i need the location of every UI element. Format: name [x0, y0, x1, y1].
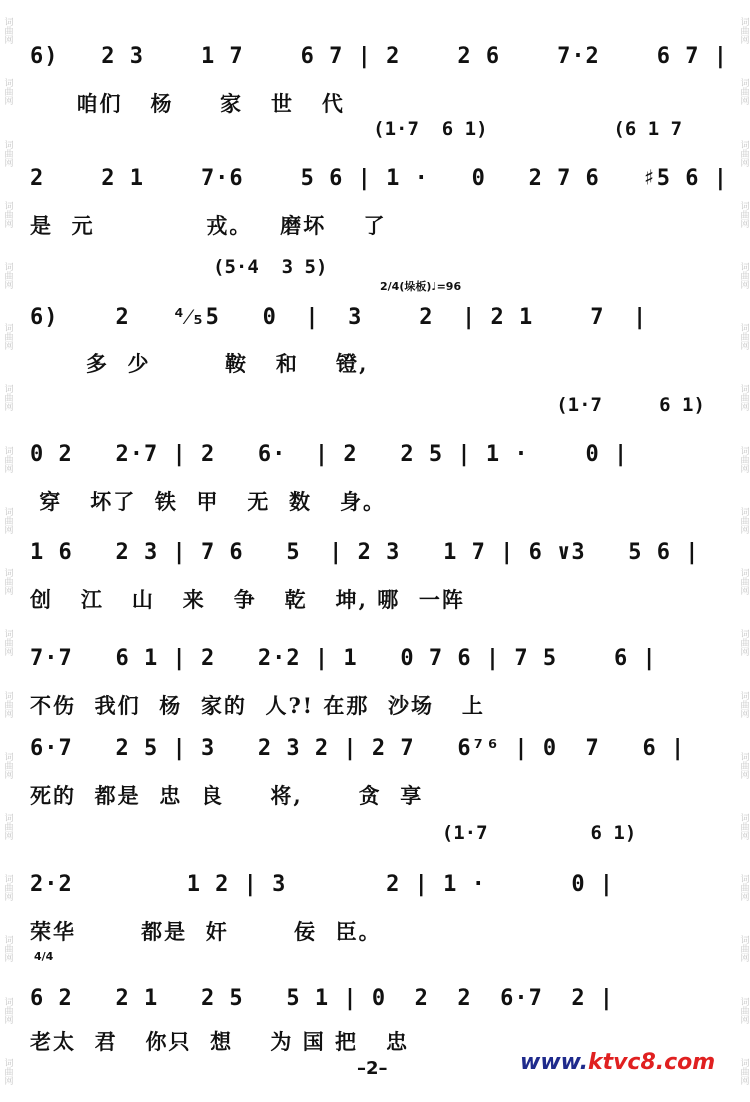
- watermark-strip-right: 词曲网 词曲网 词曲网 词曲网 词曲网 词曲网 词曲网 词曲网 词曲网 词曲网 词曲网 词曲网 词曲网 词曲网 词曲网 词曲网 词曲网 词曲网: [738, 17, 749, 1085]
- notation-line: 6 2 2 1 2 5 5 1 | 0 2 2 6·7 2 |: [30, 986, 615, 1011]
- lyrics-line: 穿 坏了 铁 甲 无 数 身。: [30, 489, 386, 514]
- score-row-9: [30, 950, 730, 1054]
- score-row-4: [30, 394, 730, 514]
- score-row-3: [30, 256, 730, 376]
- notation-line: 1 6 2 3 | 7 6 5 | 2 3 1 7 | 6 ∨3 5 6 |: [30, 540, 700, 565]
- score-row-2: [30, 118, 730, 238]
- score-row-7: [30, 732, 730, 812]
- notation-line: 2·2 1 2 | 3 2 | 1 · 0 |: [30, 872, 615, 897]
- lyrics-line: 是 元 戎。 磨坏 了: [30, 213, 387, 238]
- lyrics-line: 咱们 杨 家 世 代: [30, 91, 345, 116]
- notation-line: 7·7 6 1 | 2 2·2 | 1 0 7 6 | 7 5 6 |: [30, 646, 657, 671]
- lyrics-line: 荣华 都是 奸 佞 臣。: [30, 919, 382, 944]
- interlude-line: (5·4 3 5): [30, 256, 328, 278]
- page-number: –2–: [357, 1058, 388, 1079]
- watermark-strip-left: 词曲网 词曲网 词曲网 词曲网 词曲网 词曲网 词曲网 词曲网 词曲网 词曲网 词曲网 词曲网 词曲网 词曲网 词曲网 词曲网 词曲网 词曲网: [2, 17, 13, 1085]
- meter-marking: 4/4: [34, 950, 54, 963]
- score-row-5: [30, 536, 730, 616]
- notation-line: 0 2 2·7 | 2 6· | 2 2 5 | 1 · 0 |: [30, 442, 629, 467]
- logo-www: www.: [520, 1050, 588, 1075]
- interlude-line: (1·7 6 1): [30, 394, 705, 416]
- score-row-8: [30, 822, 730, 944]
- logo-name: ktvc8: [587, 1050, 656, 1075]
- notation-line: 6) 2 3 1 7 6 7 | 2 2 6 7·2 6 7 |: [30, 44, 729, 69]
- notation-line: 6) 2 ⁴⁄₅5 0 | 3 2 | 2 1 7 |: [30, 305, 648, 330]
- interlude-line: (1·7 6 1): [30, 822, 637, 844]
- score-row-1: [30, 40, 730, 120]
- score-row-6: [30, 642, 730, 722]
- notation-line: 6·7 2 5 | 3 2 3 2 | 2 7 6⁷⁶ | 0 7 6 |: [30, 736, 686, 761]
- tempo-marking: 2/4(垛板)♩=96: [380, 280, 462, 293]
- lyrics-line: 不伤 我们 杨 家的 人?! 在那 沙场 上: [30, 693, 485, 718]
- lyrics-line: 老太 君 你只 想 为 国 把 忠: [30, 1029, 409, 1054]
- lyrics-line: 多 少 鞍 和 镫,: [30, 351, 369, 376]
- site-logo[interactable]: [520, 1050, 715, 1075]
- lyrics-line: 死的 都是 忠 良 将, 贪 享: [30, 783, 424, 808]
- logo-tld: .com: [655, 1050, 716, 1075]
- lyrics-line: 创 江 山 来 争 乾 坤, 哪 一阵: [30, 587, 465, 612]
- interlude-line: (1·7 6 1) (6 1 7: [30, 118, 683, 140]
- notation-line: 2 2 1 7·6 5 6 | 1 · 0 2 7 6 ♯5 6 |: [30, 166, 729, 191]
